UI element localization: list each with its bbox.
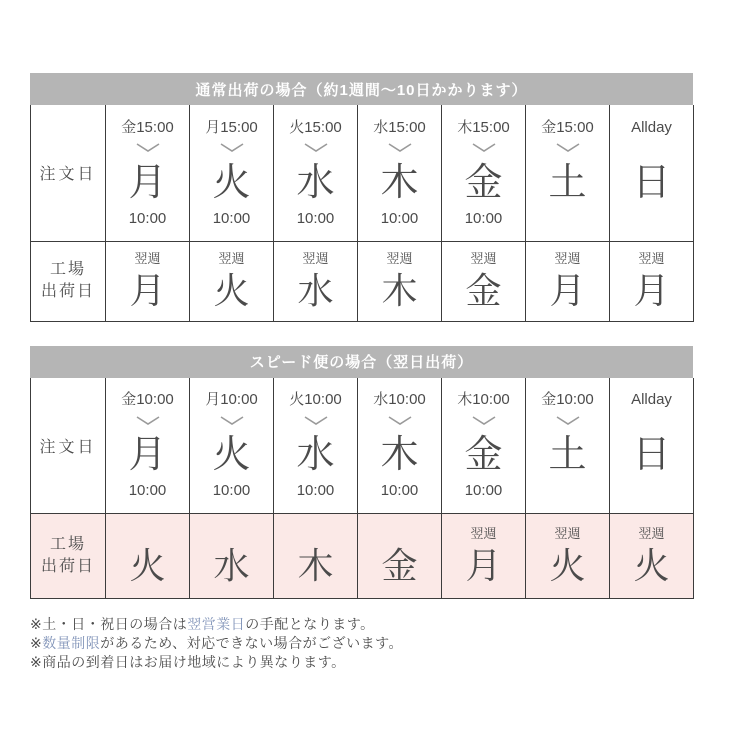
order-deadline: Allday xyxy=(631,118,672,136)
note-highlight-text: 翌営業日 xyxy=(187,616,246,632)
order-day: 木 xyxy=(380,161,419,204)
order-cell-sun xyxy=(610,105,694,241)
note-text: があるため、対応できない場合がございます。 xyxy=(100,635,404,651)
ship-day: 水 xyxy=(213,544,250,586)
order-deadline: 金10:00 xyxy=(541,391,594,409)
ship-week-prefix: 翌週 xyxy=(302,250,329,266)
note-text: ※ xyxy=(30,635,43,651)
order-cell-sat xyxy=(526,105,610,241)
order-day: 水 xyxy=(296,434,335,477)
note-text: ※商品の到着日はお届け地域により異なります。 xyxy=(30,654,346,670)
order-cell-mon xyxy=(106,378,190,514)
note-quantity-limit xyxy=(30,634,730,653)
order-deadline: 金10:00 xyxy=(121,391,174,409)
order-day: 火 xyxy=(212,161,251,204)
ship-day: 月 xyxy=(633,269,670,311)
chevron-down-icon xyxy=(135,139,161,157)
ship-cell xyxy=(526,241,610,321)
order-day: 土 xyxy=(548,434,587,477)
order-time: 10:00 xyxy=(464,209,503,227)
note-highlight-text: 数量制限 xyxy=(42,635,101,651)
ship-day: 月 xyxy=(129,269,166,311)
order-cell-mon xyxy=(106,105,190,241)
ship-cell xyxy=(610,241,694,321)
factory-ship-row-speed xyxy=(31,514,694,599)
ship-cell xyxy=(190,514,274,599)
order-deadline: 木10:00 xyxy=(457,391,510,409)
ship-cell xyxy=(358,514,442,599)
normal-shipping-title-bar: 通常出荷の場合（約1週間〜10日かかります） xyxy=(30,73,693,105)
ship-row-label-line2: 出荷日 xyxy=(40,283,95,300)
chevron-down-icon xyxy=(387,139,413,157)
order-day: 日 xyxy=(632,161,671,204)
ship-row-label-line2: 出荷日 xyxy=(40,558,95,575)
order-time: 10:00 xyxy=(380,482,419,500)
order-day: 火 xyxy=(212,434,251,477)
order-time: 10:00 xyxy=(128,482,167,500)
ship-cell xyxy=(442,241,526,321)
ship-cell xyxy=(526,514,610,599)
ship-cell xyxy=(106,241,190,321)
ship-day: 金 xyxy=(465,269,502,311)
notes-section xyxy=(30,615,730,672)
chevron-down-icon xyxy=(555,411,581,429)
ship-row-label xyxy=(31,241,106,321)
ship-day: 月 xyxy=(549,269,586,311)
ship-week-prefix: 翌週 xyxy=(638,250,665,266)
ship-day: 火 xyxy=(549,544,586,586)
ship-week-prefix: 翌週 xyxy=(386,250,413,266)
order-time: 10:00 xyxy=(296,209,335,227)
ship-day: 木 xyxy=(297,544,334,586)
factory-ship-row xyxy=(31,241,694,321)
order-deadline: 火10:00 xyxy=(289,391,342,409)
ship-cell xyxy=(274,514,358,599)
speed-shipping-table xyxy=(30,378,694,600)
ship-cell xyxy=(106,514,190,599)
order-deadline: 水15:00 xyxy=(373,118,426,136)
order-cell-sun xyxy=(610,378,694,514)
order-time: 10:00 xyxy=(380,209,419,227)
ship-week-prefix: 翌週 xyxy=(470,525,497,541)
ship-day: 火 xyxy=(633,544,670,586)
order-cell-wed xyxy=(274,378,358,514)
order-day: 月 xyxy=(128,161,167,204)
ship-day: 火 xyxy=(213,269,250,311)
chevron-down-icon xyxy=(471,139,497,157)
ship-row-label-line1: 工場 xyxy=(49,261,86,278)
ship-cell xyxy=(274,241,358,321)
ship-week-prefix: 翌週 xyxy=(218,250,245,266)
ship-row-label xyxy=(31,514,106,599)
ship-row-label-line1: 工場 xyxy=(49,536,86,553)
order-cell-tue xyxy=(190,105,274,241)
order-cell-sat xyxy=(526,378,610,514)
ship-cell xyxy=(358,241,442,321)
order-day: 土 xyxy=(548,161,587,204)
order-time: 10:00 xyxy=(464,482,503,500)
order-day-row xyxy=(31,105,694,241)
order-row-label: 注文日 xyxy=(31,105,106,241)
chevron-down-icon xyxy=(135,411,161,429)
order-time: 10:00 xyxy=(296,482,335,500)
chevron-down-icon xyxy=(219,139,245,157)
ship-cell xyxy=(190,241,274,321)
ship-week-prefix: 翌週 xyxy=(554,250,581,266)
order-day: 月 xyxy=(128,434,167,477)
ship-day: 月 xyxy=(465,544,502,586)
ship-week-prefix: 翌週 xyxy=(638,525,665,541)
note-holidays xyxy=(30,615,730,634)
ship-week-prefix: 翌週 xyxy=(134,250,161,266)
chevron-down-icon xyxy=(303,139,329,157)
chevron-down-icon xyxy=(219,411,245,429)
order-cell-thu xyxy=(358,105,442,241)
order-deadline: 金15:00 xyxy=(121,118,174,136)
order-day: 日 xyxy=(632,434,671,477)
order-day: 金 xyxy=(464,161,503,204)
order-deadline: 月15:00 xyxy=(205,118,258,136)
order-time: 10:00 xyxy=(212,482,251,500)
note-text: の手配となります。 xyxy=(245,616,375,632)
order-day: 木 xyxy=(380,434,419,477)
order-day-row xyxy=(31,378,694,514)
order-cell-fri xyxy=(442,105,526,241)
order-deadline: 木15:00 xyxy=(457,118,510,136)
ship-cell xyxy=(442,514,526,599)
order-time: 10:00 xyxy=(128,209,167,227)
order-day: 金 xyxy=(464,434,503,477)
order-time: 10:00 xyxy=(212,209,251,227)
order-cell-wed xyxy=(274,105,358,241)
order-row-label: 注文日 xyxy=(31,378,106,514)
shipping-schedule xyxy=(30,73,693,599)
order-deadline: 月10:00 xyxy=(205,391,258,409)
chevron-down-icon xyxy=(387,411,413,429)
spacer xyxy=(30,322,693,346)
normal-shipping-table xyxy=(30,105,694,322)
order-deadline: Allday xyxy=(631,391,672,409)
ship-day: 金 xyxy=(381,544,418,586)
ship-day: 木 xyxy=(381,269,418,311)
speed-shipping-title-bar: スピード便の場合（翌日出荷） xyxy=(30,346,693,378)
order-cell-fri xyxy=(442,378,526,514)
order-deadline: 火15:00 xyxy=(289,118,342,136)
order-deadline: 金15:00 xyxy=(541,118,594,136)
ship-day: 火 xyxy=(129,544,166,586)
order-deadline: 水10:00 xyxy=(373,391,426,409)
ship-week-prefix: 翌週 xyxy=(554,525,581,541)
order-cell-tue xyxy=(190,378,274,514)
chevron-down-icon xyxy=(303,411,329,429)
chevron-down-icon xyxy=(471,411,497,429)
order-day: 水 xyxy=(296,161,335,204)
chevron-down-icon xyxy=(555,139,581,157)
order-cell-thu xyxy=(358,378,442,514)
ship-week-prefix: 翌週 xyxy=(470,250,497,266)
ship-day: 水 xyxy=(297,269,334,311)
note-text: ※土・日・祝日の場合は xyxy=(30,616,188,632)
ship-cell xyxy=(610,514,694,599)
note-arrival-date xyxy=(30,653,730,672)
